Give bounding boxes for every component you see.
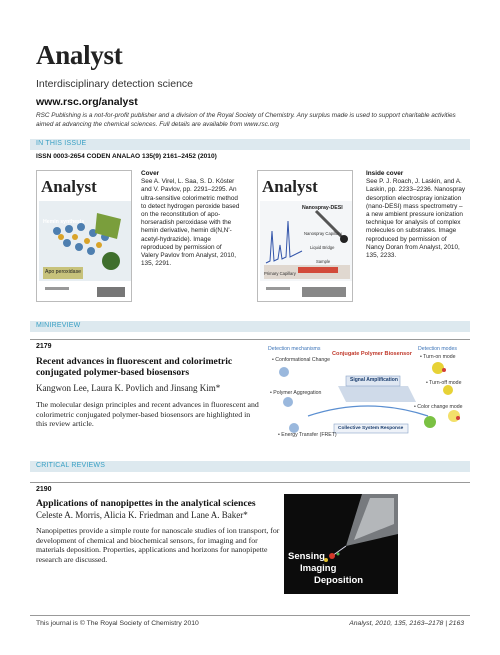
fig-collective-response: Collective System Response bbox=[338, 426, 404, 431]
fig-turn-off: • Turn-off mode bbox=[426, 380, 462, 386]
fig-polymer-aggregation: • Polymer Aggregation bbox=[270, 390, 322, 396]
section-band-critical-reviews bbox=[30, 461, 470, 472]
cover-heading: Cover bbox=[141, 170, 160, 177]
nanopipette-figure bbox=[284, 494, 398, 594]
fig-text-deposition: Deposition bbox=[314, 575, 364, 586]
journal-url[interactable]: www.rsc.org/analyst bbox=[36, 96, 138, 108]
cover-illustration bbox=[37, 171, 132, 302]
article-page-number: 2179 bbox=[36, 343, 52, 350]
cover-fig-label-a: Hemin synthesis bbox=[43, 219, 85, 225]
section-label: MINIREVIEW bbox=[36, 322, 81, 329]
footer-divider bbox=[30, 615, 470, 616]
section-band-minireview bbox=[30, 321, 470, 332]
publisher-note: RSC Publishing is a not-for-profit publisher and a division of the Royal Society of Chemistry. Any surplus made is used to support charitable activities aimed at advancing the chemical sciences. Full details are available from www.rsc.org bbox=[36, 112, 456, 128]
inside-cover-fig-label-c: Liquid Bridge bbox=[310, 245, 335, 250]
fig-signal-amplification: Signal Amplification bbox=[350, 377, 398, 383]
issn-line: ISSN 0003-2654 CODEN ANALAO 135(9) 2161–2452 (2010) bbox=[36, 153, 217, 160]
journal-title: Analyst bbox=[36, 40, 123, 70]
inside-cover-fig-label-d: Sample bbox=[316, 259, 331, 264]
fig-conformational-change: • Conformational Change bbox=[272, 357, 331, 363]
inside-cover-illustration bbox=[258, 171, 353, 302]
section-band-in-this-issue bbox=[30, 139, 470, 150]
divider bbox=[30, 339, 470, 340]
footer-citation: Analyst, 2010, 135, 2163–2178 | 2163 bbox=[349, 620, 464, 627]
cover-text: See A. Virel, L. Saa, S. D. Köster and V. Pavlov, pp. 2291–2295. An ultra-sensitive colorimetric method to detect hydrogen peroxide based on the reconstitution of apo-horseradish peroxidase with the hemin derivative, hemin di(N,N'-acetyl-hydrazide). Image reproduced by permission of Valery Pavlov from Analyst, 2010, 135, 2291. bbox=[141, 178, 240, 268]
cover-description bbox=[141, 170, 241, 268]
fig-color-change: • Color change mode bbox=[414, 404, 463, 410]
inside-cover-description bbox=[366, 170, 466, 260]
cover-image bbox=[36, 170, 132, 302]
fig-energy-transfer: • Energy Transfer (FRET) bbox=[278, 432, 337, 438]
fig-turn-on: • Turn-on mode bbox=[420, 354, 456, 360]
inside-cover-text: See P. J. Roach, J. Laskin, and A. Laskin, pp. 2233–2236. Nanospray desorption electrospray ionization (nano-DESI) mass spectrometry – a new ambient pressure ionization technique for analysis of complex molecules on substrates. Image reproduced by permission of Nancy Doran from Analyst, 2010, 135, 2233. bbox=[366, 178, 466, 260]
fig-detection-mechanisms: Detection mechanisms bbox=[268, 346, 321, 352]
article-page-number: 2190 bbox=[36, 486, 52, 493]
article-authors: Celeste A. Morris, Alicia K. Friedman and Lane A. Baker* bbox=[36, 510, 248, 520]
inside-cover-masthead: Analyst bbox=[262, 177, 318, 196]
article-abstract: Nanopipettes provide a simple route for nanoscale studies of ion transport, for development of chemical and biochemical sensors, for imaging and for materials deposition. Properties, applications and horizons for nanopipette research are discussed. bbox=[36, 526, 280, 564]
article-authors: Kangwon Lee, Laura K. Povlich and Jinsang Kim* bbox=[36, 383, 221, 393]
cover-fig-label-b: Apo peroxidase bbox=[45, 269, 82, 275]
article-abstract: The molecular design principles and recent advances in fluorescent and colorimetric conjugated polymer-based biosensors are highlighted in this review article. bbox=[36, 400, 259, 429]
footer-copyright: This journal is © The Royal Society of Chemistry 2010 bbox=[36, 620, 199, 627]
article-title[interactable]: Recent advances in fluorescent and colorimetric conjugated polymer-based biosensors bbox=[36, 356, 233, 378]
inside-cover-fig-label-a: Nanospray-DESI bbox=[302, 205, 343, 211]
inside-cover-heading: Inside cover bbox=[366, 170, 404, 177]
fig-text-imaging: Imaging bbox=[300, 563, 337, 574]
fig-detection-modes: Detection modes bbox=[418, 346, 457, 352]
divider bbox=[30, 482, 470, 483]
inside-cover-image bbox=[257, 170, 353, 302]
cover-masthead: Analyst bbox=[41, 177, 97, 196]
article-title[interactable]: Applications of nanopipettes in the analytical sciences bbox=[36, 498, 256, 509]
fig-text-sensing: Sensing bbox=[288, 551, 325, 562]
inside-cover-fig-label-e: Primary Capillary bbox=[264, 271, 296, 276]
section-label: CRITICAL REVIEWS bbox=[36, 462, 106, 469]
journal-subtitle: Interdisciplinary detection science bbox=[36, 78, 193, 90]
inside-cover-fig-label-b: Nanospray Capillary bbox=[304, 231, 342, 236]
fig-center-title: Conjugate Polymer Biosensor bbox=[332, 351, 412, 357]
section-label: IN THIS ISSUE bbox=[36, 140, 87, 147]
minireview-figure bbox=[268, 346, 472, 442]
